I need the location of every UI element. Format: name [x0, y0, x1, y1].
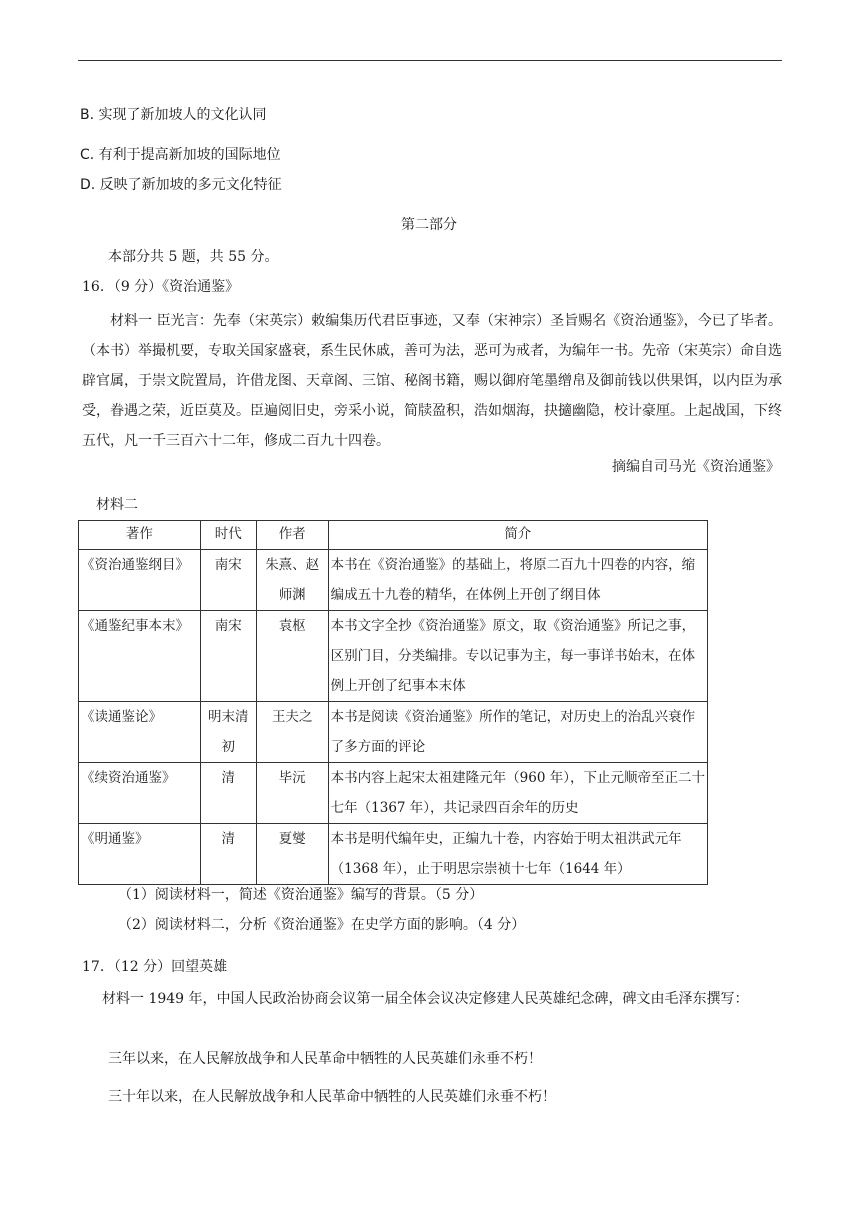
author-cell: 朱熹、赵师渊: [256, 550, 328, 611]
q16-material-2-label: 材料二: [96, 497, 138, 513]
q17-material-1: 材料一 1949 年，中国人民政治协商会议第一届全体会议决定修建人民英雄纪念碑，碑文由毛泽东撰写：: [102, 991, 749, 1007]
author-cell: 王夫之: [256, 702, 328, 763]
table-row: [79, 763, 708, 824]
era-cell: 南宋: [200, 611, 256, 702]
author-cell: 袁枢: [256, 611, 328, 702]
work-cell: 《资治通鉴纲目》: [79, 550, 201, 611]
era-cell: 南宋: [200, 550, 256, 611]
material-2-table: [78, 520, 708, 885]
intro-cell: 本书内容上起宋太祖建隆元年（960 年），下止元顺帝至正二十七年（1367 年），共记录四百余年的历史: [328, 763, 707, 824]
intro-cell: 本书文字全抄《资治通鉴》原文，取《资治通鉴》所记之事，区别门目，分类编排。专以记事为主，每一事详书始末，在体例上开创了纪事本末体: [328, 611, 707, 702]
work-cell: 《通鉴纪事本末》: [79, 611, 201, 702]
table-row: [79, 824, 708, 885]
table-header: 简介: [328, 521, 707, 550]
era-cell: 清: [200, 763, 256, 824]
table-header: 时代: [200, 521, 256, 550]
q16-subquestion-1: （1）阅读材料一，简述《资治通鉴》编写的背景。（5 分）: [118, 887, 484, 903]
table-header-row: [79, 521, 708, 550]
option-d: D. 反映了新加坡的多元文化特征: [80, 177, 282, 193]
q16-material-1: 材料一 臣光言：先奉（宋英宗）敕编集历代君臣事迹，又奉（宋神宗）圣旨赐名《资治通鉴》，今已了毕者。（本书）举撮机要，专取关国家盛衰，系生民休戚，善可为法，恶可为戒者，为编年一书。先帝（宋英宗）命自选辟官属，于崇文院置局，许借龙图、天章阁、三馆、秘阁书籍，赐以御府笔墨缯帛及御前钱以供果饵，以内臣为承受，眷遇之荣，近臣莫及。臣遍阅旧史，旁采小说，简牍盈积，浩如烟海，抉擿幽隐，校计豪厘。上起战国，下终五代，凡一千三百六十二年，修成二百九十四卷。: [82, 313, 782, 449]
work-cell: 《明通鉴》: [79, 824, 201, 885]
q17-inscription-2: 三十年以来，在人民解放战争和人民革命中牺牲的人民英雄们永垂不朽！: [108, 1089, 556, 1105]
intro-cell: 本书在《资治通鉴》的基础上，将原二百九十四卷的内容，缩编成五十九卷的精华，在体例上开创了纲目体: [328, 550, 707, 611]
q16-source: 摘编自司马光《资治通鉴》: [612, 459, 780, 475]
work-cell: 《读通鉴论》: [79, 702, 201, 763]
q17-inscription-1: 三年以来，在人民解放战争和人民革命中牺牲的人民英雄们永垂不朽！: [108, 1051, 542, 1067]
option-b: B. 实现了新加坡人的文化认同: [80, 107, 267, 123]
q16-subquestion-2: （2）阅读材料二，分析《资治通鉴》在史学方面的影响。（4 分）: [118, 917, 526, 933]
table-header: 著作: [79, 521, 201, 550]
intro-cell: 本书是明代编年史，正编九十卷，内容始于明太祖洪武元年（1368 年），止于明思宗崇祯十七年（1644 年）: [328, 824, 707, 885]
author-cell: 毕沅: [256, 763, 328, 824]
question-16-title: 16．（9 分）《资治通鉴》: [82, 279, 240, 295]
part-intro: 本部分共 5 题，共 55 分。: [108, 249, 279, 265]
table-row: [79, 611, 708, 702]
work-cell: 《续资治通鉴》: [79, 763, 201, 824]
author-cell: 夏燮: [256, 824, 328, 885]
table-row: [79, 550, 708, 611]
part-heading: 第二部分: [401, 217, 457, 233]
table-header: 作者: [256, 521, 328, 550]
intro-cell: 本书是阅读《资治通鉴》所作的笔记，对历史上的治乱兴衰作了多方面的评论: [328, 702, 707, 763]
header-rule: [78, 60, 782, 61]
era-cell: 明末清初: [200, 702, 256, 763]
option-c: C. 有利于提高新加坡的国际地位: [80, 147, 281, 163]
era-cell: 清: [200, 824, 256, 885]
question-17-title: 17．（12 分）回望英雄: [82, 959, 228, 975]
table-row: [79, 702, 708, 763]
